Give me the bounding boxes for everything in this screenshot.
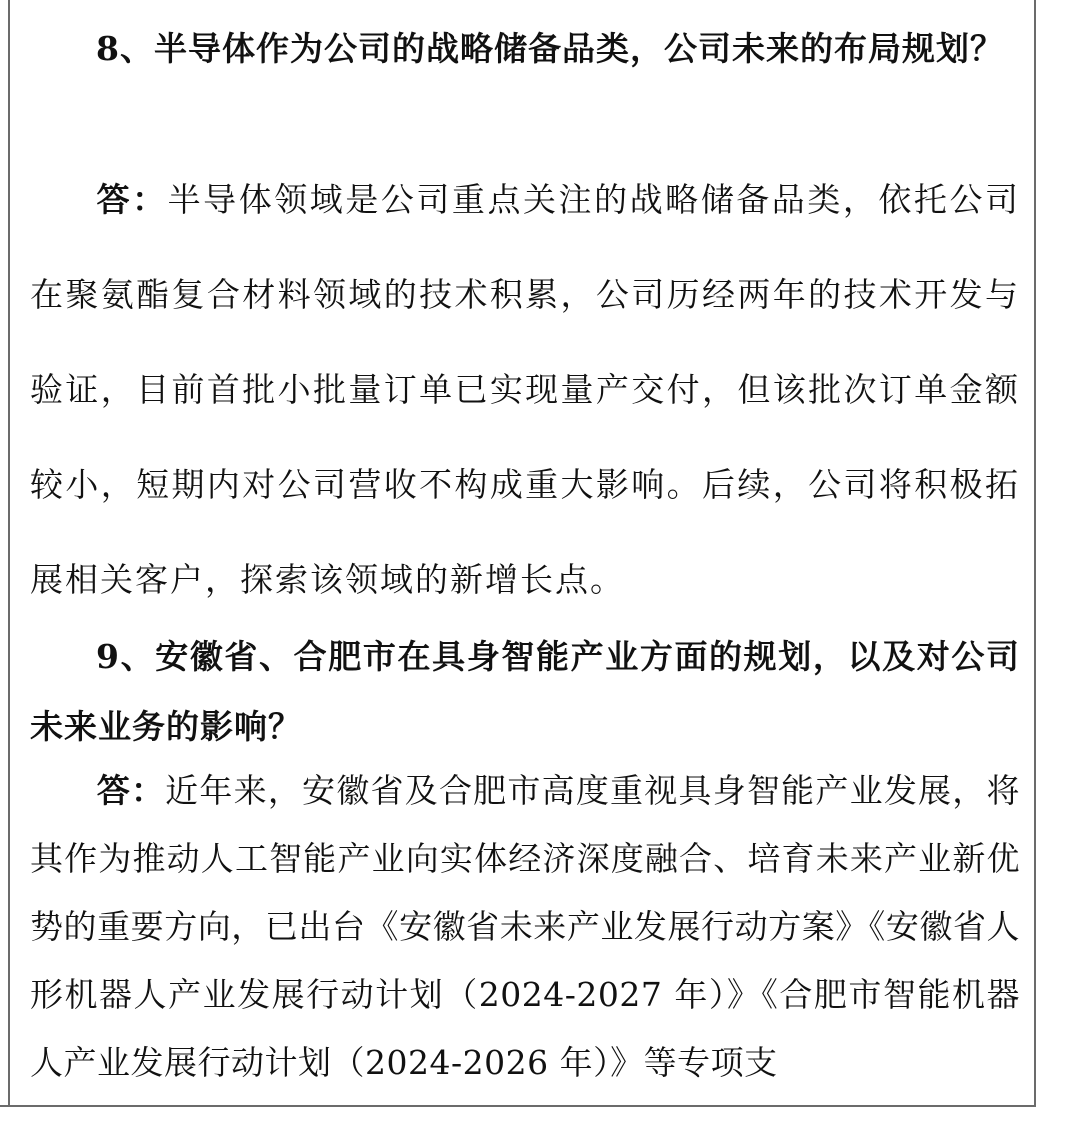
question-9-text: 9、安徽省、合肥市在具身智能产业方面的规划，以及对公司未来业务的影响？ <box>30 637 1020 746</box>
answer-8 <box>30 152 1020 627</box>
answer-9 <box>30 757 1020 1097</box>
answer-9-text: 近年来，安徽省及合肥市高度重视具身智能产业发展，将其作为推动人工智能产业向实体经济深度融合、培育未来产业新优势的重要方向，已出台《安徽省未来产业发展行动方案》《安徽省人形机器人产业发展行动计划（2024-2027 年）》《合肥市智能机器人产业发展行动计划（2024-2026 年）》等专项支 <box>30 771 1021 1082</box>
answer-8-text: 半导体领域是公司重点关注的战略储备品类，依托公司在聚氨酯复合材料领域的技术积累，公司历经两年的技术开发与验证，目前首批小批量订单已实现量产交付，但该批次订单金额较小，短期内对公司营收不构成重大影响。后续，公司将积极拓展相关客户，探索该领域的新增长点。 <box>30 180 1021 599</box>
table-border-stub <box>0 1105 10 1107</box>
question-9 <box>30 622 1020 762</box>
question-8-text: 8、半导体作为公司的战略储备品类，公司未来的布局规划？ <box>96 29 1004 68</box>
question-8 <box>30 14 1004 84</box>
answer-8-label: 答： <box>96 180 168 219</box>
answer-9-label: 答： <box>96 771 166 810</box>
